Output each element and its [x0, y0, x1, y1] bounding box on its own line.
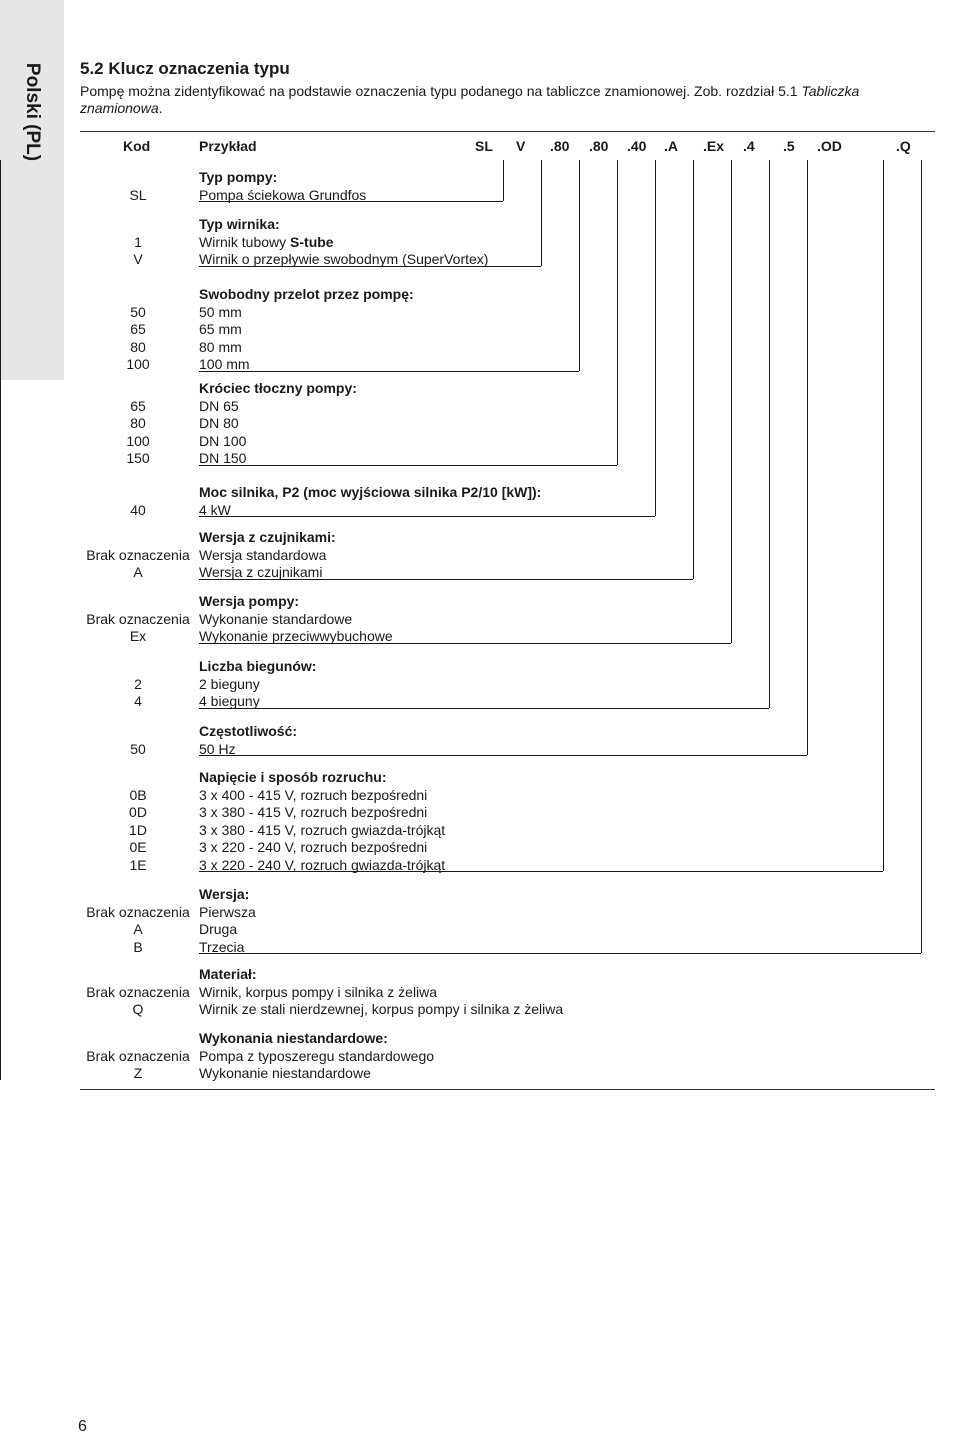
bracket-horizontal: [199, 953, 921, 954]
row-description: DN 80: [199, 415, 239, 431]
row-code: 2: [134, 675, 142, 692]
bracket-vertical: [503, 160, 504, 201]
example-code-9: .OD: [817, 138, 842, 154]
example-code-2: .80: [550, 138, 570, 154]
row-code: A: [133, 921, 143, 937]
page-number: 6: [78, 1418, 87, 1435]
example-code-6: .Ex: [703, 138, 725, 154]
row-code: 100: [126, 356, 150, 372]
row-code: 50: [130, 303, 146, 320]
bracket-vertical: [769, 160, 770, 708]
table-top-rule: [80, 131, 935, 132]
header-kod: Kod: [123, 138, 151, 154]
row-description: Pompa z typoszeregu standardowego: [199, 1047, 435, 1064]
row-description: 80 mm: [199, 338, 242, 355]
row-description: DN 150: [199, 450, 247, 466]
row-code: 0E: [129, 839, 147, 855]
section-title: 5.2 Klucz oznaczenia typu: [80, 59, 290, 78]
row-description: Druga: [199, 921, 238, 937]
row-description: Pierwsza: [199, 903, 256, 920]
row-code: 40: [130, 501, 146, 518]
row-code: 0B: [129, 786, 147, 803]
example-code-0: SL: [475, 138, 493, 154]
row-code: 65: [130, 321, 146, 337]
row-code: 1: [134, 233, 142, 250]
row-code: A: [133, 564, 143, 580]
row-code: 80: [130, 338, 146, 355]
row-description: [199, 234, 334, 250]
bracket-vertical: [541, 160, 542, 266]
row-description: Wirnik, korpus pompy i silnika z żeliwa: [199, 983, 438, 1000]
row-description: Trzecia: [199, 938, 245, 955]
row-description-text: Wirnik tubowy: [199, 233, 291, 250]
intro-text: Pompę można zidentyfikować na podstawie oznaczenia typu podanego na tabliczce znamionowej. Zob. rozdział 5.1: [80, 83, 798, 99]
group-heading: Liczba biegunów:: [199, 658, 317, 674]
row-code: B: [133, 938, 143, 955]
row-description: DN 100: [199, 432, 247, 449]
row-description: 3 x 220 - 240 V, rozruch bezpośredni: [199, 839, 428, 855]
example-code-1: V: [516, 138, 526, 154]
row-code: Z: [133, 1065, 143, 1081]
row-description: 100 mm: [199, 356, 250, 372]
row-code: Ex: [129, 628, 147, 644]
row-description: 65 mm: [199, 321, 242, 337]
row-description: DN 65: [199, 397, 239, 414]
group-heading: Typ wirnika:: [199, 216, 280, 232]
bracket-horizontal: [199, 465, 617, 466]
row-code: Brak oznaczenia: [86, 546, 190, 563]
bracket-horizontal: [199, 266, 541, 267]
row-description: 50 mm: [199, 303, 242, 320]
group-heading: Napięcie i sposób rozruchu:: [199, 769, 387, 785]
row-description: Wykonanie standardowe: [199, 610, 353, 627]
bracket-vertical: [655, 160, 656, 516]
bracket-horizontal: [199, 871, 883, 872]
bracket-vertical: [617, 160, 618, 465]
row-description: Wirnik ze stali nierdzewnej, korpus pompy i silnika z żeliwa: [199, 1001, 564, 1017]
bracket-vertical: [693, 160, 694, 579]
row-description: 3 x 400 - 415 V, rozruch bezpośredni: [199, 786, 428, 803]
row-code: Brak oznaczenia: [86, 1047, 190, 1064]
example-code-5: .A: [664, 138, 678, 154]
bracket-horizontal: [199, 579, 693, 580]
row-description: 50 Hz: [199, 740, 236, 757]
row-description: 3 x 380 - 415 V, rozruch bezpośredni: [199, 804, 428, 820]
row-code: 1D: [129, 821, 147, 838]
group-heading: Typ pompy:: [199, 169, 278, 185]
row-description: 2 bieguny: [199, 675, 260, 692]
bracket-horizontal: [199, 516, 655, 517]
row-description: 3 x 380 - 415 V, rozruch gwiazda-trójkąt: [199, 821, 446, 838]
table-bottom-rule: [80, 1089, 935, 1090]
row-description: 4 bieguny: [199, 693, 260, 709]
bracket-vertical: [883, 160, 884, 871]
group-heading: Moc silnika, P2 (moc wyjściowa silnika P2/10 [kW]):: [199, 484, 542, 500]
row-description: Wykonanie niestandardowe: [199, 1065, 371, 1081]
row-description: Wersja standardowa: [199, 546, 327, 563]
intro-paragraph: [80, 83, 940, 117]
bracket-vertical: [579, 160, 580, 371]
bracket-horizontal: [199, 643, 731, 644]
bracket-vertical: [921, 160, 922, 953]
example-code-10: .Q: [896, 138, 911, 154]
header-przyklad: Przykład: [199, 138, 257, 154]
bracket-horizontal: [199, 708, 769, 709]
row-code: Brak oznaczenia: [86, 610, 190, 627]
row-description: 3 x 220 - 240 V, rozruch gwiazda-trójkąt: [199, 856, 446, 873]
intro-end: .: [158, 100, 163, 116]
row-description: Pompa ściekowa Grundfos: [199, 186, 367, 203]
row-code: SL: [129, 186, 147, 203]
example-code-3: .80: [589, 138, 609, 154]
example-code-4: .40: [627, 138, 647, 154]
group-heading: Wersja pompy:: [199, 593, 300, 609]
row-description: 4 kW: [199, 501, 231, 518]
row-description-bold: S-tube: [290, 233, 334, 250]
example-code-8: .5: [783, 138, 795, 154]
bracket-vertical: [0, 160, 1, 1080]
row-description: Wersja z czujnikami: [199, 564, 323, 580]
row-code: 150: [126, 450, 150, 466]
bracket-vertical: [807, 160, 808, 755]
row-code: 0D: [129, 804, 147, 820]
intro-reference: Tabliczka znamionowa: [80, 83, 860, 116]
row-code: 50: [130, 740, 146, 757]
row-description: Wirnik o przepływie swobodnym (SuperVortex): [199, 251, 489, 267]
row-code: 1E: [129, 856, 147, 873]
language-tab-label: Polski (PL): [22, 62, 43, 162]
row-code: 100: [126, 432, 150, 449]
row-code: V: [133, 251, 143, 267]
row-code: 80: [130, 415, 146, 431]
group-heading: Swobodny przelot przez pompę:: [199, 286, 414, 302]
bracket-horizontal: [199, 201, 503, 202]
group-heading: Króciec tłoczny pompy:: [199, 380, 357, 396]
bracket-horizontal: [199, 371, 579, 372]
row-code: Q: [132, 1001, 144, 1017]
row-code: Brak oznaczenia: [86, 983, 190, 1000]
row-code: 4: [134, 693, 142, 709]
bracket-horizontal: [199, 755, 807, 756]
group-heading: Wersja z czujnikami:: [199, 529, 336, 545]
row-description: Wykonanie przeciwwybuchowe: [199, 628, 393, 644]
group-heading: Częstotliwość:: [199, 723, 298, 739]
row-code: Brak oznaczenia: [86, 903, 190, 920]
group-heading: Wykonania niestandardowe:: [199, 1030, 388, 1046]
group-heading: Wersja:: [199, 886, 250, 902]
bracket-vertical: [731, 160, 732, 643]
language-tab: [0, 0, 64, 380]
group-heading: Materiał:: [199, 966, 257, 982]
row-code: 65: [130, 397, 146, 414]
example-code-7: .4: [743, 138, 755, 154]
